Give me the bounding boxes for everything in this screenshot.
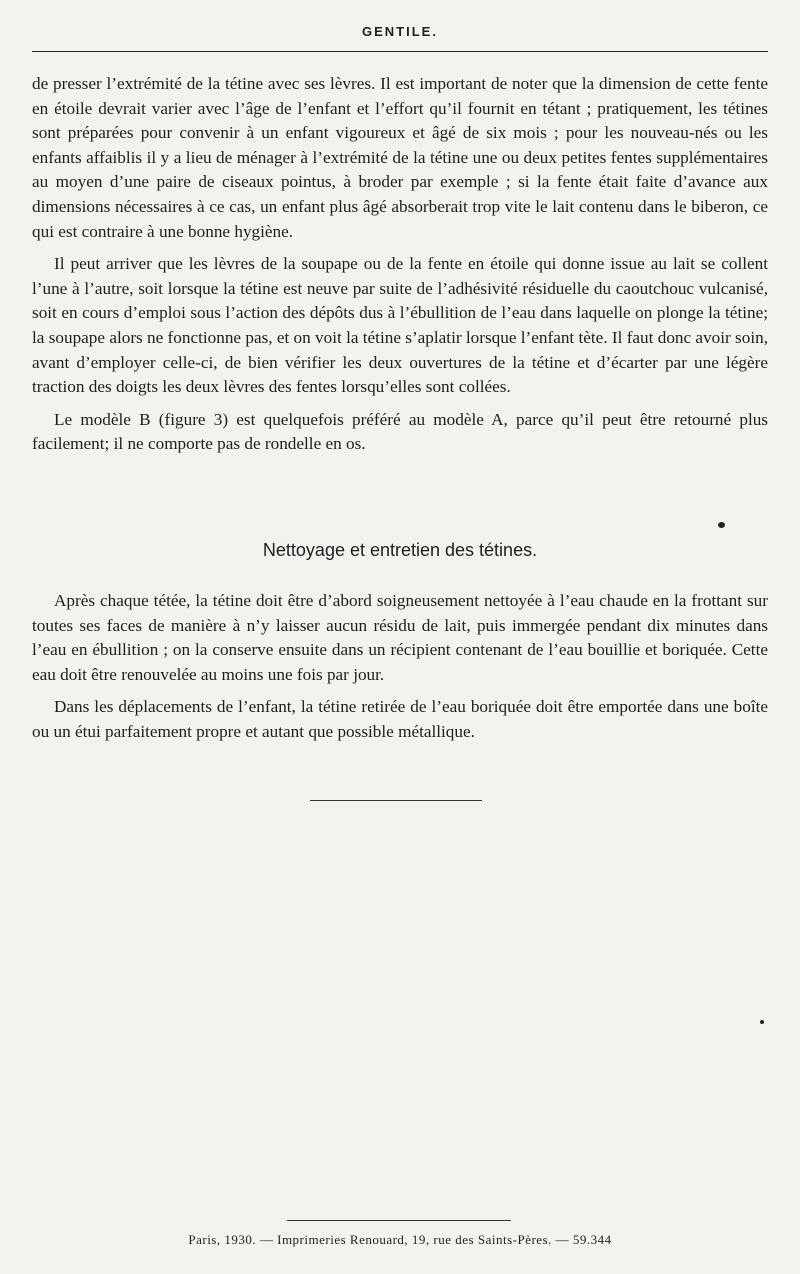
paragraph: Le modèle B (figure 3) est quelquefois préféré au modèle A, parce qu’il peut être retourné plus facilement; il ne comporte pas de rondelle en os. [32, 409, 768, 454]
body-text-top [32, 72, 768, 465]
paragraph: Dans les déplacements de l’enfant, la tétine retirée de l’eau boriquée doit être emportée dans une boîte ou un étui parfaitement propre et autant que possible métallique. [32, 697, 768, 741]
ink-spot [718, 522, 725, 528]
body-text-section [32, 589, 768, 753]
footer-rule [287, 1220, 511, 1221]
paragraph: Il peut arriver que les lèvres de la soupape ou de la fente en étoile qui donne issue au lait se collent l’une à l’autre, soit lorsque la tétine est neuve par suite de l’adhésivité résiduelle du caoutchouc vulcanisé, soit en cours d’emploi sous l’action des dépôts dus à l’ébullition de l’eau dans laquelle on plonge la tétine; la soupape alors ne fonctionne pas, et on voit la tétine s’aplatir lorsque l’enfant tète. Il faut donc avoir soin, avant d’employer celle-ci, de bien vérifier les deux ouvertures de la tétine et d’écarter par une légère traction des doigts les deux lèvres des fentes lorsqu’elles sont collées. [32, 254, 768, 397]
header-rule [32, 51, 768, 52]
ink-spot [760, 1020, 764, 1024]
paragraph: de presser l’extrémité de la tétine avec ses lèvres. Il est important de noter que la dimension de cette fente en étoile devrait varier avec l’âge de l’enfant et l’effort qu’il fournit en tétant ; pratiquement, les tétines sont préparées pour convenir à un enfant vigoureux et âgé de six mois ; pour les nouveau-nés ou les enfants affaiblis il y a lieu de ménager à l’extrémité de la tétine une ou deux petites fentes supplémentaires au moyen d’une paire de ciseaux pointus, à broder par exemple ; si la fente était faite d’avance aux dimensions nécessaires à ce cas, un enfant plus âgé absorberait trop vite le lait contenu dans le biberon, ce qui est contraire à une bonne hygiène. [32, 74, 768, 241]
paragraph: Après chaque tétée, la tétine doit être d’abord soigneusement nettoyée à l’eau chaude en la frottant sur toutes ses faces de manière à n’y laisser aucun résidu de lait, puis immergée pendant dix minutes dans l’eau en ébullition ; on la conserve ensuite dans un récipient contenant de l’eau bouillie et boriquée. Cette eau doit être renouvelée au moins une fois par jour. [32, 591, 768, 684]
printer-imprint: Paris, 1930. — Imprimeries Renouard, 19, rue des Saints-Pères. — 59.344 [188, 1232, 612, 1247]
end-rule [310, 800, 482, 801]
running-header: GENTILE. [362, 24, 438, 39]
section-title: Nettoyage et entretien des tétines. [262, 540, 538, 560]
